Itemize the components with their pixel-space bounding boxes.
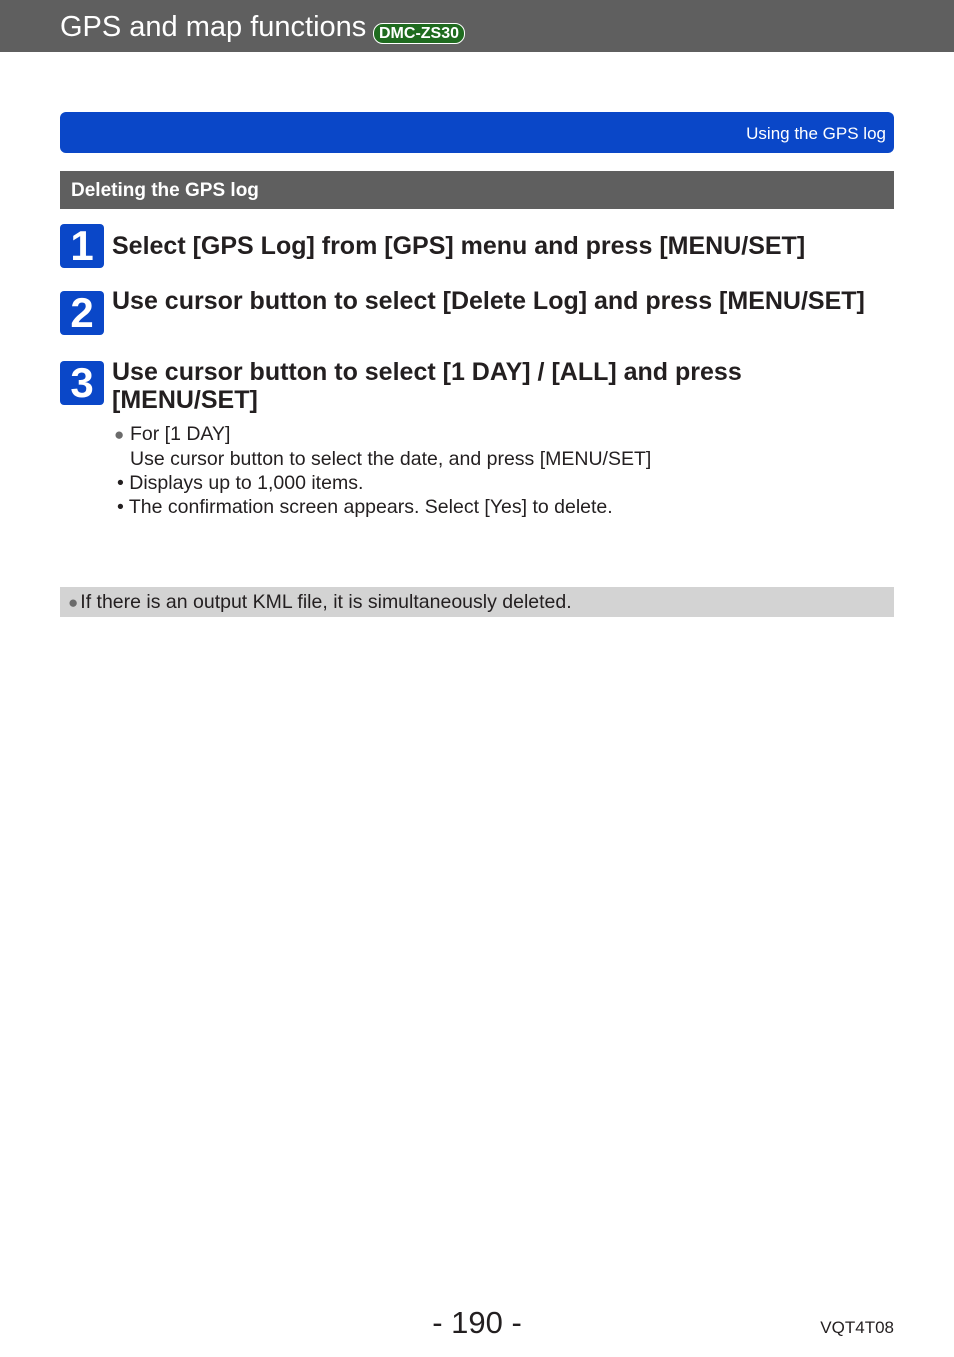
- note-text: If there is an output KML file, it is simultaneously deleted.: [80, 591, 572, 613]
- step-text-3: Use cursor button to select [1 DAY] / [ALL] and press [MENU/SET]: [112, 358, 742, 414]
- chapter-band: [60, 112, 894, 153]
- page-header: [0, 0, 954, 52]
- header-title: GPS and map functions: [60, 11, 367, 43]
- section-title: Deleting the GPS log: [71, 180, 259, 201]
- step-text-2: Use cursor button to select [Delete Log] and press [MENU/SET]: [112, 287, 865, 315]
- note-sub-item-2: • The confirmation screen appears. Select [Yes] to delete.: [117, 496, 613, 518]
- note-sub-item-1: • Displays up to 1,000 items.: [117, 472, 364, 494]
- step-3-notes: [114, 422, 884, 519]
- bullet-dot-icon: ●: [114, 425, 125, 444]
- note-box: [60, 587, 894, 617]
- section-header: [60, 171, 894, 209]
- note-bullet-row: [114, 422, 884, 447]
- step-text-1: Select [GPS Log] from [GPS] menu and press [MENU/SET]: [112, 232, 806, 260]
- breadcrumb[interactable]: Using the GPS log: [746, 124, 886, 143]
- step-number-1: 1: [60, 224, 104, 268]
- step-number-3: 3: [60, 361, 104, 405]
- document-code: VQT4T08: [820, 1318, 894, 1337]
- bullet-dot-icon: ●: [68, 593, 79, 612]
- page-number: - 190 -: [432, 1305, 522, 1340]
- model-badge: DMC-ZS30: [373, 23, 465, 44]
- step-number-2: 2: [60, 291, 104, 335]
- note-bullet-title: For [1 DAY]: [130, 423, 231, 445]
- note-bullet-detail: Use cursor button to select the date, and press [MENU/SET]: [130, 448, 652, 470]
